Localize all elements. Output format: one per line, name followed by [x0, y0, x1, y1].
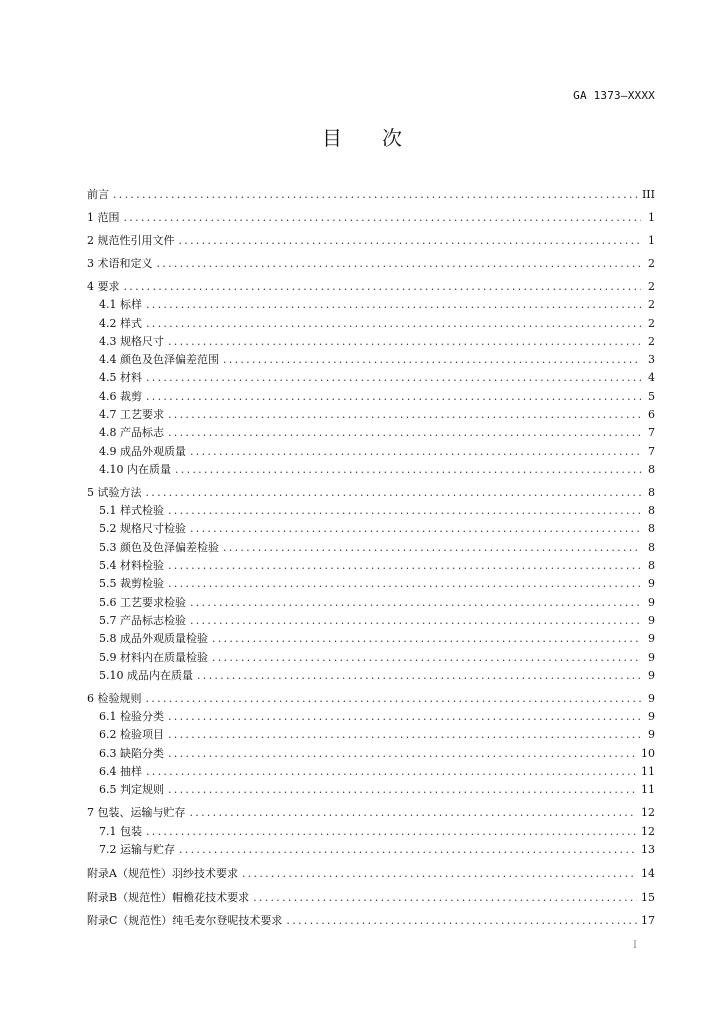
toc-entry-label: 4.4 颜色及色泽偏差范围: [99, 353, 219, 367]
toc-entry-label: 5.5 裁剪检验: [99, 577, 164, 591]
toc-entry[interactable]: [87, 351, 655, 369]
table-of-contents: [87, 186, 655, 931]
toc-entry-label: 4.5 材料: [99, 371, 142, 385]
toc-entry-page: 1: [648, 233, 655, 247]
toc-leader-dots: [168, 781, 637, 799]
toc-entry-label: 4.2 样式: [99, 316, 142, 330]
toc-entry-page: 8: [648, 462, 655, 476]
toc-entry[interactable]: [87, 594, 655, 612]
toc-entry-page: 9: [648, 613, 655, 627]
toc-entry-page: 7: [648, 426, 655, 440]
page-number: I: [633, 940, 637, 951]
toc-leader-dots: [168, 502, 641, 520]
toc-leader-dots: [197, 667, 641, 685]
toc-entry[interactable]: [87, 690, 655, 708]
toc-entry[interactable]: [87, 912, 655, 930]
toc-leader-dots: [190, 443, 641, 461]
toc-entry-label: 1 范围: [87, 210, 120, 224]
toc-entry-label: 7.2 运输与贮存: [99, 842, 175, 856]
toc-entry-label: 3 术语和定义: [87, 256, 153, 270]
toc-entry-label: 4.8 产品标志: [99, 426, 164, 440]
toc-entry-page: 3: [648, 353, 655, 367]
toc-entry-page: 9: [648, 691, 655, 705]
toc-entry-label: 5.9 材料内在质量检验: [99, 650, 208, 664]
toc-entry-label: 附录A（规范性）羽纱技术要求: [87, 866, 238, 880]
toc-entry[interactable]: [87, 726, 655, 744]
toc-leader-dots: [168, 557, 641, 575]
toc-entry[interactable]: [87, 278, 655, 296]
toc-entry-label: 4.9 成品外观质量: [99, 444, 186, 458]
toc-leader-dots: [168, 726, 641, 744]
toc-leader-dots: [242, 865, 637, 883]
toc-entry[interactable]: [87, 461, 655, 479]
toc-leader-dots: [146, 823, 637, 841]
toc-entry-label: 附录C（规范性）纯毛麦尔登呢技术要求: [87, 914, 283, 928]
toc-entry-page: 9: [648, 595, 655, 609]
toc-leader-dots: [286, 912, 637, 930]
toc-leader-dots: [146, 296, 641, 314]
toc-entry-label: 5.4 材料检验: [99, 559, 164, 573]
toc-leader-dots: [168, 745, 637, 763]
toc-leader-dots: [179, 841, 637, 859]
toc-leader-dots: [223, 351, 641, 369]
toc-entry-page: 9: [648, 577, 655, 591]
toc-entry[interactable]: [87, 865, 655, 883]
toc-entry-page: 15: [641, 890, 655, 904]
toc-entry-page: 11: [641, 783, 655, 797]
toc-entry-label: 6.2 检验项目: [99, 728, 164, 742]
toc-entry-label: 6.5 判定规则: [99, 783, 164, 797]
toc-entry-label: 7.1 包装: [99, 824, 142, 838]
toc-entry-page: 6: [648, 408, 655, 422]
toc-entry[interactable]: [87, 708, 655, 726]
toc-entry[interactable]: [87, 186, 655, 204]
toc-entry-page: 5: [648, 389, 655, 403]
toc-entry[interactable]: [87, 255, 655, 273]
toc-entry[interactable]: [87, 520, 655, 538]
toc-entry-label: 6.3 缺陷分类: [99, 746, 164, 760]
toc-entry-page: 12: [641, 806, 655, 820]
toc-leader-dots: [212, 630, 641, 648]
toc-entry-label: 7 包装、运输与贮存: [87, 806, 186, 820]
toc-entry[interactable]: [87, 781, 655, 799]
toc-entry[interactable]: [87, 841, 655, 859]
toc-leader-dots: [146, 763, 637, 781]
toc-leader-dots: [190, 520, 641, 538]
toc-leader-dots: [113, 186, 638, 204]
toc-entry[interactable]: [87, 296, 655, 314]
toc-entry-page: III: [641, 188, 655, 201]
toc-entry-page: 1: [648, 210, 655, 224]
toc-entry[interactable]: [87, 575, 655, 593]
toc-entry-label: 4.6 裁剪: [99, 389, 142, 403]
toc-leader-dots: [179, 232, 642, 250]
toc-entry-page: 8: [648, 540, 655, 554]
toc-entry-label: 附录B（规范性）帽檐花技术要求: [87, 890, 250, 904]
toc-entry-page: 9: [648, 650, 655, 664]
toc-entry-label: 5.7 产品标志检验: [99, 613, 186, 627]
toc-entry-label: 4 要求: [87, 279, 120, 293]
toc-entry[interactable]: [87, 612, 655, 630]
toc-entry-label: 5.8 成品外观质量检验: [99, 632, 208, 646]
toc-entry[interactable]: [87, 649, 655, 667]
toc-leader-dots: [212, 649, 641, 667]
toc-entry-page: 8: [648, 485, 655, 499]
toc-entry-page: 17: [641, 914, 655, 928]
toc-leader-dots: [146, 369, 641, 387]
toc-entry-label: 6.1 检验分类: [99, 710, 164, 724]
toc-entry-page: 2: [648, 316, 655, 330]
toc-entry[interactable]: [87, 667, 655, 685]
toc-entry-label: 5.10 成品内在质量: [99, 668, 193, 682]
toc-entry-page: 4: [648, 371, 655, 385]
toc-entry-page: 2: [648, 334, 655, 348]
document-code: GA 1373—XXXX: [573, 89, 655, 102]
toc-leader-dots: [157, 255, 642, 273]
toc-leader-dots: [168, 406, 641, 424]
toc-entry-page: 7: [648, 444, 655, 458]
toc-entry-page: 9: [648, 668, 655, 682]
toc-entry-label: 4.7 工艺要求: [99, 408, 164, 422]
toc-entry[interactable]: [87, 823, 655, 841]
toc-entry-label: 4.3 规格尺寸: [99, 334, 164, 348]
toc-entry-label: 前言: [87, 188, 109, 201]
toc-leader-dots: [168, 424, 641, 442]
toc-entry-page: 8: [648, 522, 655, 536]
toc-entry-label: 5 试验方法: [87, 485, 142, 499]
toc-entry[interactable]: [87, 443, 655, 461]
toc-leader-dots: [175, 461, 641, 479]
toc-entry[interactable]: [87, 333, 655, 351]
toc-leader-dots: [146, 484, 642, 502]
toc-entry[interactable]: [87, 406, 655, 424]
toc-entry-page: 2: [648, 256, 655, 270]
toc-entry-page: 2: [648, 298, 655, 312]
toc-entry[interactable]: [87, 502, 655, 520]
toc-entry-page: 8: [648, 504, 655, 518]
toc-entry-page: 9: [648, 728, 655, 742]
toc-leader-dots: [146, 388, 641, 406]
toc-entry-page: 12: [641, 824, 655, 838]
toc-entry-label: 6.4 抽样: [99, 765, 142, 779]
toc-title: 目次: [322, 126, 442, 150]
toc-entry[interactable]: [87, 315, 655, 333]
toc-leader-dots: [190, 612, 641, 630]
toc-entry-label: 5.1 样式检验: [99, 504, 164, 518]
toc-entry-page: 11: [641, 765, 655, 779]
toc-entry[interactable]: [87, 745, 655, 763]
toc-entry-page: 8: [648, 559, 655, 573]
toc-entry[interactable]: [87, 889, 655, 907]
toc-entry[interactable]: [87, 209, 655, 227]
toc-entry[interactable]: [87, 484, 655, 502]
toc-entry-label: 6 检验规则: [87, 691, 142, 705]
toc-leader-dots: [168, 333, 641, 351]
toc-entry[interactable]: [87, 539, 655, 557]
toc-leader-dots: [190, 804, 638, 822]
toc-entry-page: 14: [641, 866, 655, 880]
toc-entry-label: 4.10 内在质量: [99, 462, 171, 476]
toc-entry[interactable]: [87, 424, 655, 442]
toc-entry[interactable]: [87, 630, 655, 648]
toc-leader-dots: [253, 889, 637, 907]
toc-leader-dots: [190, 594, 641, 612]
toc-entry[interactable]: [87, 369, 655, 387]
toc-entry-page: 13: [641, 842, 655, 856]
toc-entry[interactable]: [87, 804, 655, 822]
toc-entry[interactable]: [87, 388, 655, 406]
toc-leader-dots: [124, 278, 642, 296]
toc-leader-dots: [146, 690, 642, 708]
toc-leader-dots: [168, 708, 641, 726]
toc-entry-label: 5.2 规格尺寸检验: [99, 522, 186, 536]
toc-leader-dots: [146, 315, 641, 333]
toc-entry-page: 9: [648, 710, 655, 724]
toc-leader-dots: [124, 209, 642, 227]
toc-entry-label: 2 规范性引用文件: [87, 233, 175, 247]
toc-entry-page: 10: [641, 746, 655, 760]
toc-entry[interactable]: [87, 232, 655, 250]
toc-entry-label: 4.1 标样: [99, 298, 142, 312]
toc-entry-page: 2: [648, 279, 655, 293]
toc-entry-label: 5.6 工艺要求检验: [99, 595, 186, 609]
toc-leader-dots: [223, 539, 641, 557]
toc-entry-label: 5.3 颜色及色泽偏差检验: [99, 540, 219, 554]
toc-leader-dots: [168, 575, 641, 593]
toc-entry-page: 9: [648, 632, 655, 646]
toc-entry[interactable]: [87, 763, 655, 781]
toc-entry[interactable]: [87, 557, 655, 575]
